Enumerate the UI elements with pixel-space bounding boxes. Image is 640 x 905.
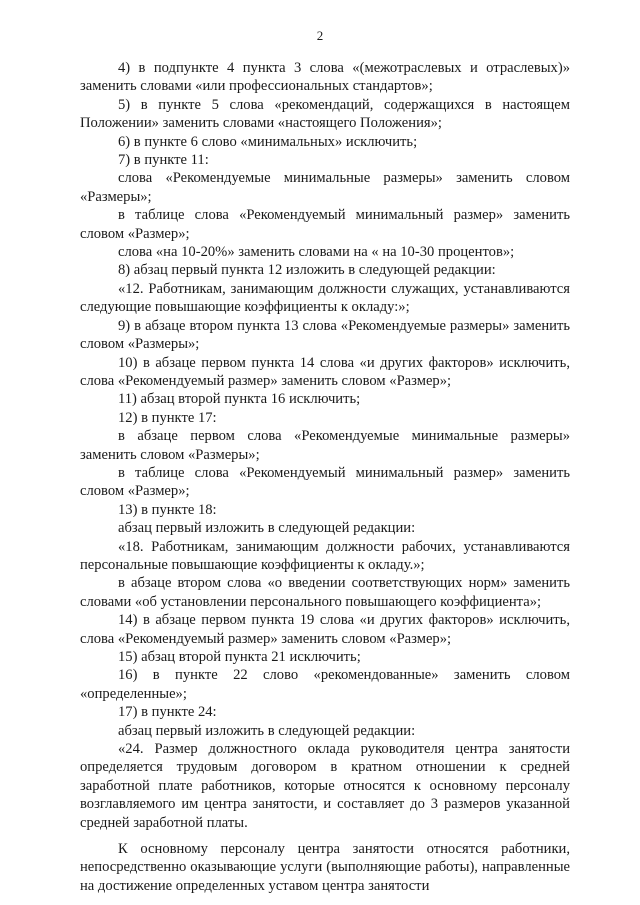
paragraph-amendment-16: 16) в пункте 22 слово «рекомендованные» заменить словом «определенные»; [80, 667, 570, 702]
paragraph-amendment-13-first: абзац первый изложить в следующей редакции: [118, 520, 416, 537]
document-body [80, 59, 570, 895]
paragraph-amendment-7-percent: слова «на 10-20%» заменить словами на « на 10-30 процентов»; [118, 244, 515, 261]
paragraph-amendment-10: 10) в абзаце первом пункта 14 слова «и других факторов» исключить, слова «Рекомендуемый размер» заменить словом «Размер»; [80, 354, 570, 389]
paragraph-amendment-14: 14) в абзаце первом пункта 19 слова «и других факторов» исключить, слова «Рекомендуемый размер» заменить словом «Размер»; [80, 612, 570, 647]
paragraph-amendment-15: 15) абзац второй пункта 21 исключить; [118, 649, 361, 665]
paragraph-amendment-13-text: «18. Работникам, занимающим должности рабочих, устанавливаются персональные повышающие коэффициенты к окладу.»; [80, 538, 570, 573]
paragraph-amendment-4: 4) в подпункте 4 пункта 3 слова «(межотраслевых и отраслевых)» заменить словами «или профессиональных стандартов»; [80, 60, 570, 95]
paragraph-amendment-5: 5) в пункте 5 слова «рекомендаций, содержащихся в настоящем Положении» заменить словами «настоящего Положения»; [80, 96, 570, 132]
paragraph-amendment-8-text: «12. Работникам, занимающим должности служащих, устанавливаются следующие повышающие коэффициенты к окладу:»; [80, 280, 570, 316]
paragraph-amendment-7-table: в таблице слова «Рекомендуемый минимальный размер» заменить словом «Размер»; [80, 207, 570, 242]
paragraph-main-staff: К основному персоналу центра занятости относятся работники, непосредственно оказывающие услуги (выполняющие работы), направленные на достижение определенных уставом центра занятости [80, 841, 570, 894]
paragraph-amendment-12-first: в абзаце первом слова «Рекомендуемые минимальные размеры» заменить словом «Размеры»; [80, 428, 570, 463]
paragraph-amendment-7-words: слова «Рекомендуемые минимальные размеры» заменить словом «Размеры»; [80, 170, 570, 205]
paragraph-amendment-17-first: абзац первый изложить в следующей редакции: [118, 722, 416, 739]
paragraph-amendment-8: 8) абзац первый пункта 12 изложить в следующей редакции: [118, 262, 496, 279]
paragraph-amendment-13-second: в абзаце втором слова «о введении соответствующих норм» заменить словами «об установлении персонального повышающего коэффициента»; [80, 575, 570, 610]
paragraph-amendment-17-text: «24. Размер должностного оклада руководителя центра занятости определяется трудовым договором в кратном отношении к средней заработной плате работников, которые относятся к основному персоналу возглавляемого им центра занятости, и составляет до 3 размеров указанной средней заработной платы. [80, 741, 570, 831]
paragraph-amendment-11: 11) абзац второй пункта 16 исключить; [118, 391, 361, 408]
paragraph-amendment-9: 9) в абзаце втором пункта 13 слова «Рекомендуемые размеры» заменить словом «Размеры»; [80, 317, 570, 353]
paragraph-amendment-12-table: в таблице слова «Рекомендуемый минимальный размер» заменить словом «Размер»; [80, 464, 570, 500]
paragraph-amendment-7: 7) в пункте 11: [118, 152, 209, 169]
paragraph-amendment-12: 12) в пункте 17: [118, 409, 217, 426]
page-number: 2 [316, 28, 324, 43]
paragraph-amendment-17: 17) в пункте 24: [118, 704, 217, 721]
paragraph-amendment-13: 13) в пункте 18: [118, 501, 217, 518]
paragraph-amendment-6: 6) в пункте 6 слово «минимальных» исключить; [118, 133, 418, 150]
